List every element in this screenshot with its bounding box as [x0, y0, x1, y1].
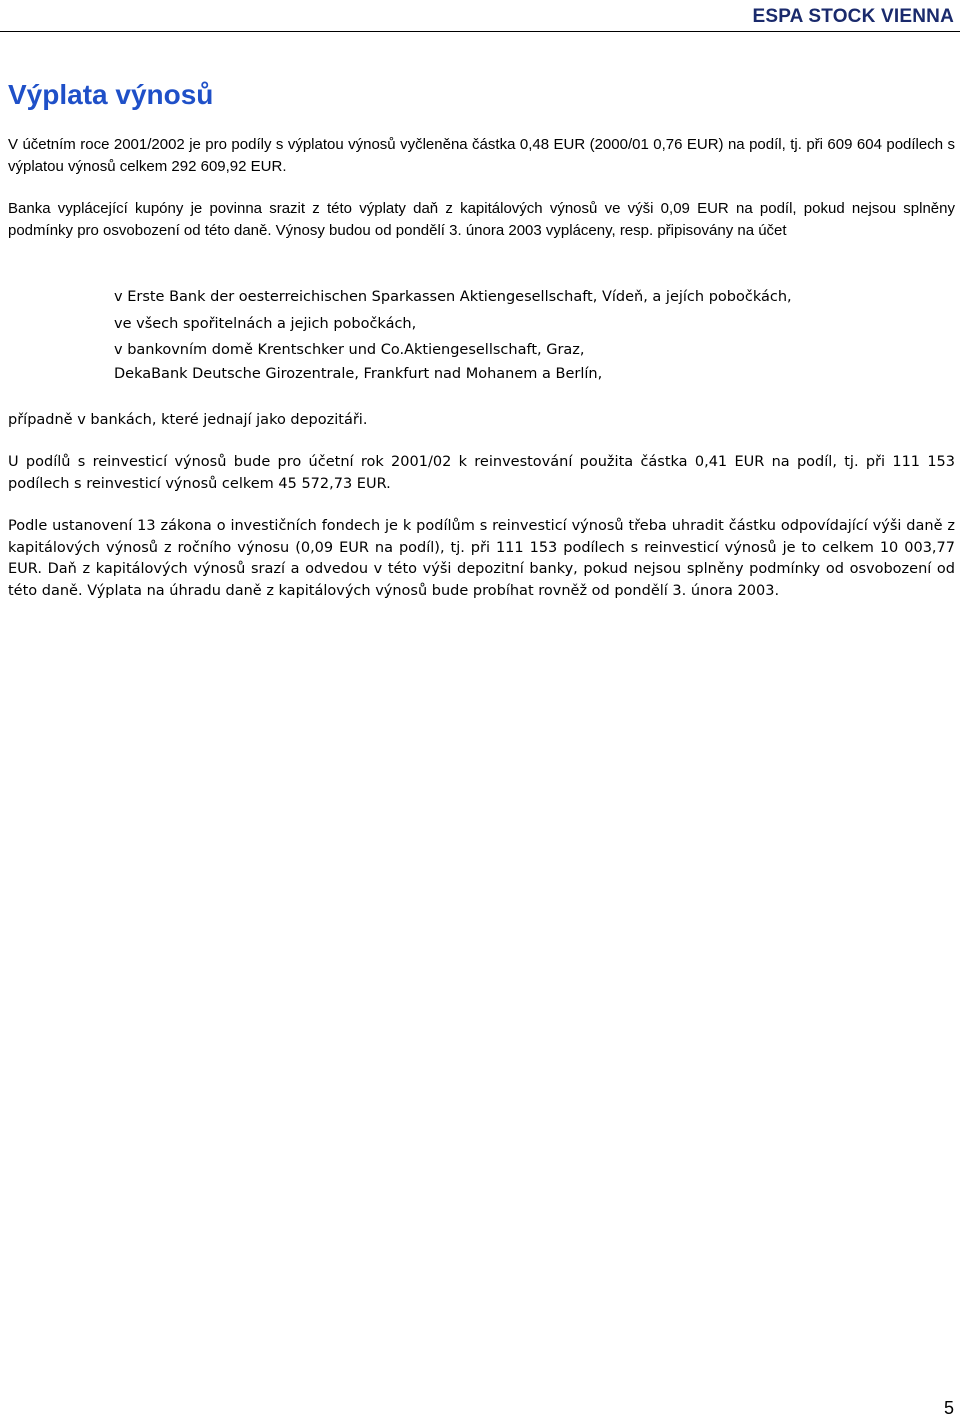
paragraph-distribution-amount: V účetním roce 2001/2002 je pro podíly s výplatou výnosů vyčleněna částka 0,48 EUR (2000/01 0,76 EUR) na podíl, tj. při 609 604 podílech s výplatou výnosů celkem 292 609,92 EUR.	[8, 136, 955, 175]
paying-banks-list	[114, 289, 792, 388]
bank-list-item: DekaBank Deutsche Girozentrale, Frankfurt nad Mohanem a Berlín,	[114, 366, 603, 382]
fund-name: ESPA STOCK VIENNA	[752, 6, 954, 27]
paragraph-depositaries: případně v bankách, které jednají jako depozitáři.	[8, 412, 368, 428]
header-divider	[0, 31, 960, 32]
page-title: Výplata výnosů	[8, 79, 214, 110]
page-header	[0, 0, 960, 32]
paragraph-tax-deduction: Banka vyplácející kupóny je povinna srazit z této výplaty daň z kapitálových výnosů ve výši 0,09 EUR na podíl, pokud nejsou splněny podmínky pro osvobození od této daně. Výnosy budou od pondělí 3. února 2003 vypláceny, resp. připisovány na účet	[8, 200, 955, 239]
bank-list-item: ve všech spořitelnách a jejich pobočkách,	[114, 316, 417, 332]
bank-list-item: v Erste Bank der oesterreichischen Sparkassen Aktiengesellschaft, Vídeň, a jejích pobočkách,	[114, 289, 792, 305]
page-number: 5	[943, 1398, 954, 1418]
paragraph-reinvestment-tax: Podle ustanovení 13 zákona o investičních fondech je k podílům s reinvesticí výnosů třeba uhradit částku odpovídající výši daně z kapitálových výnosů z ročního výnosu (0,09 EUR na podíl), tj. při 111 153 podílech s reinvesticí výnosů je to celkem 10 003,77 EUR. Daň z kapitálových výnosů srazí a odvedou v této výši depozitní banky, pokud nejsou splněny podmínky od osvobození od této daně. Výplata na úhradu daně z kapitálových výnosů bude probíhat rovněž od pondělí 3. února 2003.	[8, 518, 955, 599]
paragraph-reinvestment: U podílů s reinvesticí výnosů bude pro účetní rok 2001/02 k reinvestování použita částka 0,41 EUR na podíl, tj. při 111 153 podílech s reinvesticí výnosů celkem 45 572,73 EUR.	[8, 454, 955, 492]
bank-list-item: v bankovním domě Krentschker und Co.Aktiengesellschaft, Graz,	[114, 342, 585, 358]
